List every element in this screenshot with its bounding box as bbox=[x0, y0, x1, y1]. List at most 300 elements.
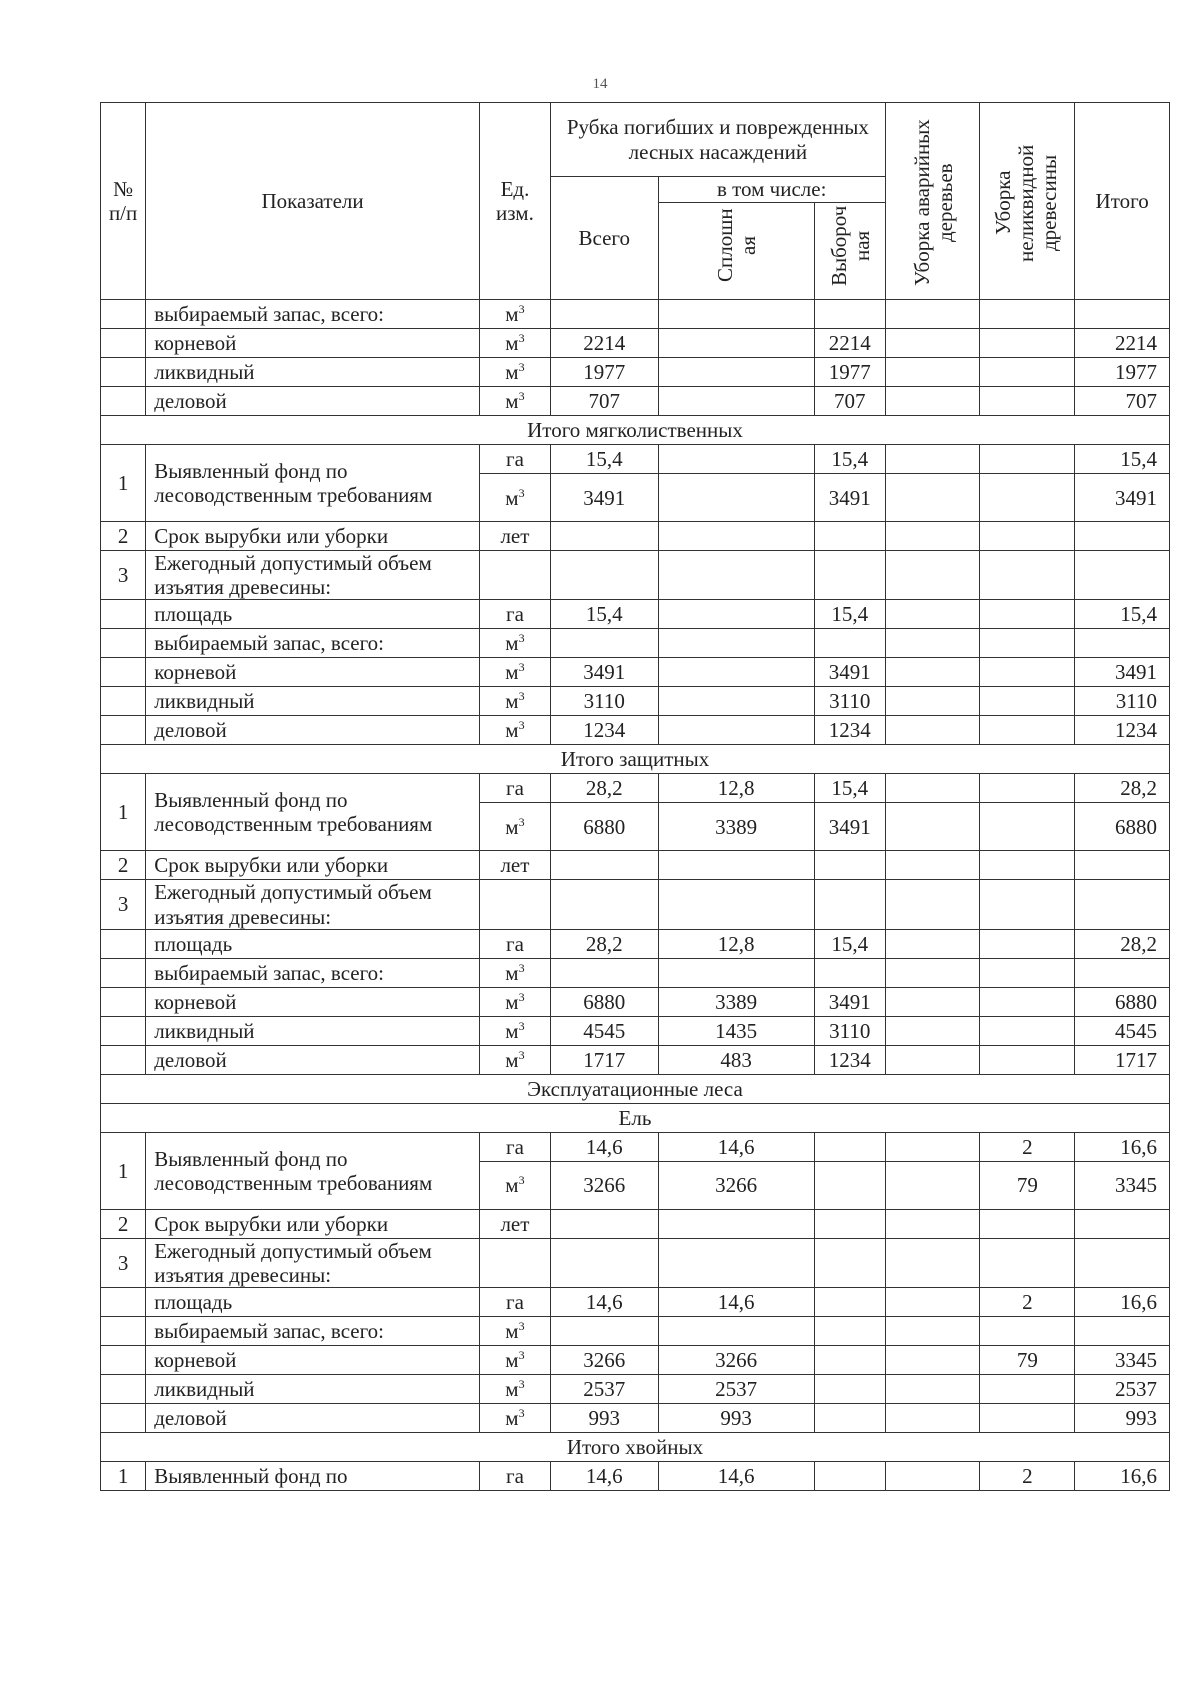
indicator-cell: деловой bbox=[146, 1045, 480, 1074]
unit-cell bbox=[479, 1316, 550, 1345]
unit-exponent: 3 bbox=[518, 1405, 525, 1420]
section-title: Итого защитных bbox=[101, 745, 1170, 774]
page-number: 14 bbox=[592, 76, 608, 92]
value-cell bbox=[550, 958, 658, 987]
value-cell: 3266 bbox=[658, 1161, 814, 1209]
value-cell: 3345 bbox=[1075, 1161, 1170, 1209]
value-cell: 14,6 bbox=[658, 1132, 814, 1161]
value-cell: 3491 bbox=[814, 987, 885, 1016]
forest-felling-table bbox=[100, 102, 1170, 1491]
indicator-cell: Выявленный фонд по bbox=[146, 1461, 480, 1490]
value-cell bbox=[980, 300, 1075, 329]
value-cell: 993 bbox=[658, 1403, 814, 1432]
header-emergency-label: Уборка аварийных деревьев bbox=[909, 119, 957, 287]
value-cell: 2537 bbox=[550, 1374, 658, 1403]
unit-text: га bbox=[505, 931, 524, 956]
value-cell bbox=[885, 1045, 980, 1074]
indicator-cell: площадь bbox=[146, 600, 480, 629]
value-cell: 28,2 bbox=[1075, 774, 1170, 803]
value-cell: 993 bbox=[550, 1403, 658, 1432]
value-cell bbox=[885, 1374, 980, 1403]
table-row bbox=[101, 1016, 1170, 1045]
unit-cell bbox=[479, 387, 550, 416]
unit-exponent: 3 bbox=[518, 814, 525, 829]
unit-cell bbox=[479, 1209, 550, 1238]
value-cell: 3491 bbox=[1075, 474, 1170, 522]
value-cell: 3266 bbox=[550, 1345, 658, 1374]
value-cell bbox=[658, 687, 814, 716]
value-cell bbox=[550, 1209, 658, 1238]
table-header bbox=[101, 103, 1170, 300]
value-cell: 3389 bbox=[658, 803, 814, 851]
value-cell bbox=[814, 1461, 885, 1490]
value-cell bbox=[658, 600, 814, 629]
value-cell: 1717 bbox=[1075, 1045, 1170, 1074]
value-cell: 1717 bbox=[550, 1045, 658, 1074]
unit-exponent: 3 bbox=[518, 360, 525, 375]
table-row bbox=[101, 687, 1170, 716]
value-cell: 1234 bbox=[814, 716, 885, 745]
value-cell bbox=[885, 1238, 980, 1287]
table-row bbox=[101, 629, 1170, 658]
unit-cell bbox=[479, 1403, 550, 1432]
value-cell bbox=[885, 1209, 980, 1238]
unit-text: м bbox=[505, 960, 519, 985]
unit-cell bbox=[479, 358, 550, 387]
value-cell bbox=[980, 851, 1075, 880]
header-felling-group: Рубка погибших и поврежденных лесных насаждений bbox=[550, 103, 885, 177]
unit-text: га bbox=[505, 1289, 524, 1314]
table-row bbox=[101, 851, 1170, 880]
value-cell bbox=[658, 1238, 814, 1287]
value-cell bbox=[980, 474, 1075, 522]
value-cell bbox=[658, 300, 814, 329]
unit-text: м bbox=[505, 1173, 519, 1198]
value-cell: 6880 bbox=[1075, 803, 1170, 851]
unit-exponent: 3 bbox=[518, 1347, 525, 1362]
value-cell: 483 bbox=[658, 1045, 814, 1074]
row-number bbox=[101, 1045, 146, 1074]
indicator-cell: ликвидный bbox=[146, 687, 480, 716]
value-cell: 28,2 bbox=[1075, 929, 1170, 958]
table-row bbox=[101, 445, 1170, 474]
value-cell: 3491 bbox=[814, 474, 885, 522]
indicator-cell: Выявленный фонд по лесоводственным требованиям bbox=[146, 445, 480, 522]
unit-cell bbox=[479, 1161, 550, 1209]
unit-text: м bbox=[505, 331, 519, 356]
value-cell bbox=[814, 1374, 885, 1403]
indicator-cell: корневой bbox=[146, 1345, 480, 1374]
value-cell: 12,8 bbox=[658, 929, 814, 958]
table-row bbox=[101, 658, 1170, 687]
value-cell: 16,6 bbox=[1075, 1132, 1170, 1161]
unit-text: м bbox=[505, 1018, 519, 1043]
value-cell bbox=[980, 658, 1075, 687]
unit-text: м bbox=[505, 485, 519, 510]
table-body bbox=[101, 300, 1170, 1491]
unit-cell bbox=[479, 551, 550, 600]
row-number bbox=[101, 387, 146, 416]
section-title: Итого хвойных bbox=[101, 1432, 1170, 1461]
table-row bbox=[101, 551, 1170, 600]
value-cell: 993 bbox=[1075, 1403, 1170, 1432]
value-cell bbox=[885, 387, 980, 416]
table-row bbox=[101, 716, 1170, 745]
row-number bbox=[101, 687, 146, 716]
value-cell bbox=[885, 774, 980, 803]
indicator-cell: корневой bbox=[146, 329, 480, 358]
value-cell: 14,6 bbox=[550, 1132, 658, 1161]
value-cell bbox=[885, 629, 980, 658]
value-cell bbox=[658, 958, 814, 987]
value-cell: 6880 bbox=[1075, 987, 1170, 1016]
value-cell bbox=[658, 445, 814, 474]
header-total: Всего bbox=[550, 177, 658, 300]
value-cell bbox=[658, 629, 814, 658]
value-cell bbox=[980, 1045, 1075, 1074]
value-cell bbox=[980, 1209, 1075, 1238]
unit-exponent: 3 bbox=[518, 631, 525, 646]
value-cell bbox=[814, 1209, 885, 1238]
unit-text: м bbox=[505, 1405, 519, 1430]
value-cell bbox=[814, 300, 885, 329]
unit-cell bbox=[479, 1374, 550, 1403]
table-row bbox=[101, 987, 1170, 1016]
indicator-cell: Выявленный фонд по лесоводственным требованиям bbox=[146, 774, 480, 851]
value-cell bbox=[885, 1316, 980, 1345]
value-cell bbox=[1075, 1316, 1170, 1345]
value-cell bbox=[814, 629, 885, 658]
unit-exponent: 3 bbox=[518, 1047, 525, 1062]
value-cell: 14,6 bbox=[550, 1287, 658, 1316]
value-cell: 3110 bbox=[550, 687, 658, 716]
value-cell bbox=[814, 851, 885, 880]
value-cell bbox=[885, 522, 980, 551]
value-cell bbox=[550, 880, 658, 929]
unit-exponent: 3 bbox=[518, 660, 525, 675]
indicator-cell: площадь bbox=[146, 929, 480, 958]
value-cell: 3389 bbox=[658, 987, 814, 1016]
value-cell bbox=[980, 687, 1075, 716]
value-cell: 15,4 bbox=[1075, 445, 1170, 474]
indicator-cell: площадь bbox=[146, 1287, 480, 1316]
table-row bbox=[101, 958, 1170, 987]
value-cell: 1234 bbox=[550, 716, 658, 745]
table-row bbox=[101, 1345, 1170, 1374]
unit-cell bbox=[479, 929, 550, 958]
value-cell bbox=[885, 1345, 980, 1374]
value-cell bbox=[980, 600, 1075, 629]
value-cell bbox=[1075, 1209, 1170, 1238]
unit-cell bbox=[479, 803, 550, 851]
row-number bbox=[101, 987, 146, 1016]
value-cell bbox=[658, 716, 814, 745]
value-cell bbox=[980, 803, 1075, 851]
value-cell bbox=[885, 1287, 980, 1316]
section-row bbox=[101, 1074, 1170, 1103]
value-cell bbox=[814, 1403, 885, 1432]
unit-text: м bbox=[505, 1376, 519, 1401]
unit-cell bbox=[479, 658, 550, 687]
table-row bbox=[101, 1287, 1170, 1316]
row-number bbox=[101, 1374, 146, 1403]
section-row bbox=[101, 1103, 1170, 1132]
unit-cell bbox=[479, 1345, 550, 1374]
value-cell bbox=[658, 1209, 814, 1238]
unit-cell bbox=[479, 1461, 550, 1490]
value-cell bbox=[658, 387, 814, 416]
table-row bbox=[101, 1461, 1170, 1490]
row-number bbox=[101, 958, 146, 987]
section-row bbox=[101, 1432, 1170, 1461]
section-row bbox=[101, 416, 1170, 445]
value-cell bbox=[980, 774, 1075, 803]
value-cell: 16,6 bbox=[1075, 1287, 1170, 1316]
value-cell bbox=[980, 522, 1075, 551]
unit-text: лет bbox=[500, 1211, 530, 1236]
table-row bbox=[101, 1316, 1170, 1345]
value-cell bbox=[814, 1161, 885, 1209]
value-cell: 14,6 bbox=[658, 1287, 814, 1316]
unit-text: м bbox=[505, 989, 519, 1014]
row-number: 2 bbox=[101, 851, 146, 880]
value-cell bbox=[814, 551, 885, 600]
value-cell bbox=[1075, 1238, 1170, 1287]
unit-cell bbox=[479, 880, 550, 929]
value-cell bbox=[885, 687, 980, 716]
value-cell bbox=[550, 551, 658, 600]
indicator-cell: выбираемый запас, всего: bbox=[146, 1316, 480, 1345]
value-cell bbox=[885, 358, 980, 387]
unit-cell bbox=[479, 629, 550, 658]
row-number bbox=[101, 300, 146, 329]
table-row bbox=[101, 1238, 1170, 1287]
value-cell bbox=[980, 329, 1075, 358]
value-cell: 14,6 bbox=[658, 1461, 814, 1490]
value-cell bbox=[885, 803, 980, 851]
value-cell: 3110 bbox=[814, 687, 885, 716]
unit-cell bbox=[479, 958, 550, 987]
unit-exponent: 3 bbox=[518, 302, 525, 317]
unit-text: м bbox=[505, 631, 519, 656]
value-cell bbox=[1075, 551, 1170, 600]
value-cell bbox=[658, 658, 814, 687]
value-cell bbox=[980, 1403, 1075, 1432]
value-cell bbox=[885, 474, 980, 522]
unit-text: м bbox=[505, 389, 519, 414]
row-number: 2 bbox=[101, 1209, 146, 1238]
value-cell: 28,2 bbox=[550, 929, 658, 958]
value-cell: 15,4 bbox=[814, 774, 885, 803]
value-cell bbox=[814, 1316, 885, 1345]
value-cell bbox=[550, 300, 658, 329]
value-cell: 15,4 bbox=[814, 929, 885, 958]
value-cell bbox=[658, 522, 814, 551]
value-cell: 79 bbox=[980, 1345, 1075, 1374]
unit-exponent: 3 bbox=[518, 331, 525, 346]
header-illiquid bbox=[980, 103, 1075, 300]
value-cell bbox=[885, 1016, 980, 1045]
value-cell bbox=[550, 629, 658, 658]
unit-cell bbox=[479, 1045, 550, 1074]
table-row bbox=[101, 358, 1170, 387]
unit-exponent: 3 bbox=[518, 1376, 525, 1391]
unit-text: м bbox=[505, 360, 519, 385]
table-row bbox=[101, 1374, 1170, 1403]
unit-text: га bbox=[505, 447, 524, 472]
value-cell: 3110 bbox=[814, 1016, 885, 1045]
value-cell: 2537 bbox=[658, 1374, 814, 1403]
indicator-cell: корневой bbox=[146, 987, 480, 1016]
value-cell bbox=[980, 629, 1075, 658]
indicator-cell: ликвидный bbox=[146, 1374, 480, 1403]
row-number bbox=[101, 1316, 146, 1345]
value-cell bbox=[1075, 880, 1170, 929]
value-cell: 1977 bbox=[1075, 358, 1170, 387]
table-row bbox=[101, 522, 1170, 551]
table-row bbox=[101, 1045, 1170, 1074]
unit-exponent: 3 bbox=[518, 960, 525, 975]
value-cell: 15,4 bbox=[814, 600, 885, 629]
value-cell: 3491 bbox=[1075, 658, 1170, 687]
value-cell: 3491 bbox=[814, 658, 885, 687]
value-cell bbox=[885, 445, 980, 474]
value-cell bbox=[885, 929, 980, 958]
indicator-cell: Ежегодный допустимый объем изъятия древесины: bbox=[146, 880, 480, 929]
value-cell: 707 bbox=[1075, 387, 1170, 416]
unit-cell bbox=[479, 987, 550, 1016]
section-title: Ель bbox=[101, 1103, 1170, 1132]
value-cell: 707 bbox=[814, 387, 885, 416]
value-cell bbox=[885, 1403, 980, 1432]
value-cell bbox=[980, 1016, 1075, 1045]
value-cell: 6880 bbox=[550, 803, 658, 851]
header-itogo: Итого bbox=[1075, 103, 1170, 300]
header-clear-label: Сплошн ая bbox=[713, 208, 761, 283]
unit-text: га bbox=[505, 1134, 524, 1159]
row-number bbox=[101, 358, 146, 387]
indicator-cell: Ежегодный допустимый объем изъятия древесины: bbox=[146, 551, 480, 600]
value-cell bbox=[814, 1132, 885, 1161]
value-cell bbox=[980, 358, 1075, 387]
unit-cell bbox=[479, 1132, 550, 1161]
unit-cell bbox=[479, 474, 550, 522]
value-cell bbox=[814, 880, 885, 929]
unit-cell bbox=[479, 851, 550, 880]
value-cell: 1977 bbox=[814, 358, 885, 387]
unit-text: м bbox=[505, 689, 519, 714]
unit-text: м bbox=[505, 660, 519, 685]
table-row bbox=[101, 929, 1170, 958]
value-cell: 6880 bbox=[550, 987, 658, 1016]
indicator-cell: Ежегодный допустимый объем изъятия древесины: bbox=[146, 1238, 480, 1287]
header-unit: Ед. изм. bbox=[479, 103, 550, 300]
row-number bbox=[101, 658, 146, 687]
section-title: Итого мягколиственных bbox=[101, 416, 1170, 445]
value-cell: 3491 bbox=[550, 658, 658, 687]
row-number bbox=[101, 1016, 146, 1045]
indicator-cell: Срок вырубки или уборки bbox=[146, 1209, 480, 1238]
value-cell bbox=[980, 387, 1075, 416]
value-cell bbox=[885, 958, 980, 987]
header-clear bbox=[658, 203, 814, 300]
unit-text: м bbox=[505, 814, 519, 839]
value-cell bbox=[658, 880, 814, 929]
value-cell: 15,4 bbox=[550, 445, 658, 474]
unit-exponent: 3 bbox=[518, 1318, 525, 1333]
value-cell: 16,6 bbox=[1075, 1461, 1170, 1490]
value-cell bbox=[885, 716, 980, 745]
unit-exponent: 3 bbox=[518, 1173, 525, 1188]
row-number: 3 bbox=[101, 551, 146, 600]
unit-cell bbox=[479, 522, 550, 551]
value-cell bbox=[550, 522, 658, 551]
value-cell bbox=[980, 929, 1075, 958]
value-cell bbox=[885, 1132, 980, 1161]
value-cell: 3266 bbox=[550, 1161, 658, 1209]
value-cell bbox=[1075, 300, 1170, 329]
value-cell bbox=[885, 329, 980, 358]
indicator-cell: Срок вырубки или уборки bbox=[146, 851, 480, 880]
value-cell: 3345 bbox=[1075, 1345, 1170, 1374]
value-cell bbox=[658, 551, 814, 600]
header-emergency bbox=[885, 103, 980, 300]
unit-exponent: 3 bbox=[518, 689, 525, 704]
row-number bbox=[101, 1345, 146, 1374]
value-cell: 2214 bbox=[550, 329, 658, 358]
unit-cell bbox=[479, 716, 550, 745]
value-cell bbox=[885, 300, 980, 329]
value-cell bbox=[550, 1316, 658, 1345]
section-row bbox=[101, 745, 1170, 774]
value-cell bbox=[885, 1461, 980, 1490]
row-number bbox=[101, 600, 146, 629]
unit-text: га bbox=[505, 602, 524, 627]
value-cell bbox=[658, 329, 814, 358]
table-row bbox=[101, 774, 1170, 803]
value-cell bbox=[1075, 958, 1170, 987]
unit-exponent: 3 bbox=[518, 1018, 525, 1033]
row-number: 1 bbox=[101, 1461, 146, 1490]
value-cell bbox=[814, 1287, 885, 1316]
unit-exponent: 3 bbox=[518, 389, 525, 404]
value-cell: 15,4 bbox=[550, 600, 658, 629]
row-number: 2 bbox=[101, 522, 146, 551]
value-cell bbox=[1075, 851, 1170, 880]
value-cell: 1234 bbox=[814, 1045, 885, 1074]
header-selective bbox=[814, 203, 885, 300]
value-cell: 15,4 bbox=[814, 445, 885, 474]
value-cell bbox=[885, 880, 980, 929]
value-cell: 15,4 bbox=[1075, 600, 1170, 629]
indicator-cell: Выявленный фонд по лесоводственным требованиям bbox=[146, 1132, 480, 1209]
indicator-cell: ликвидный bbox=[146, 358, 480, 387]
unit-cell bbox=[479, 445, 550, 474]
value-cell: 2214 bbox=[814, 329, 885, 358]
unit-cell bbox=[479, 1016, 550, 1045]
unit-text: м bbox=[505, 1047, 519, 1072]
row-number bbox=[101, 329, 146, 358]
value-cell: 3266 bbox=[658, 1345, 814, 1374]
value-cell bbox=[885, 658, 980, 687]
header-selective-label: Выбороч ная bbox=[826, 205, 874, 286]
row-number bbox=[101, 629, 146, 658]
unit-cell bbox=[479, 774, 550, 803]
value-cell bbox=[814, 958, 885, 987]
value-cell bbox=[1075, 522, 1170, 551]
table-row bbox=[101, 880, 1170, 929]
value-cell: 1435 bbox=[658, 1016, 814, 1045]
